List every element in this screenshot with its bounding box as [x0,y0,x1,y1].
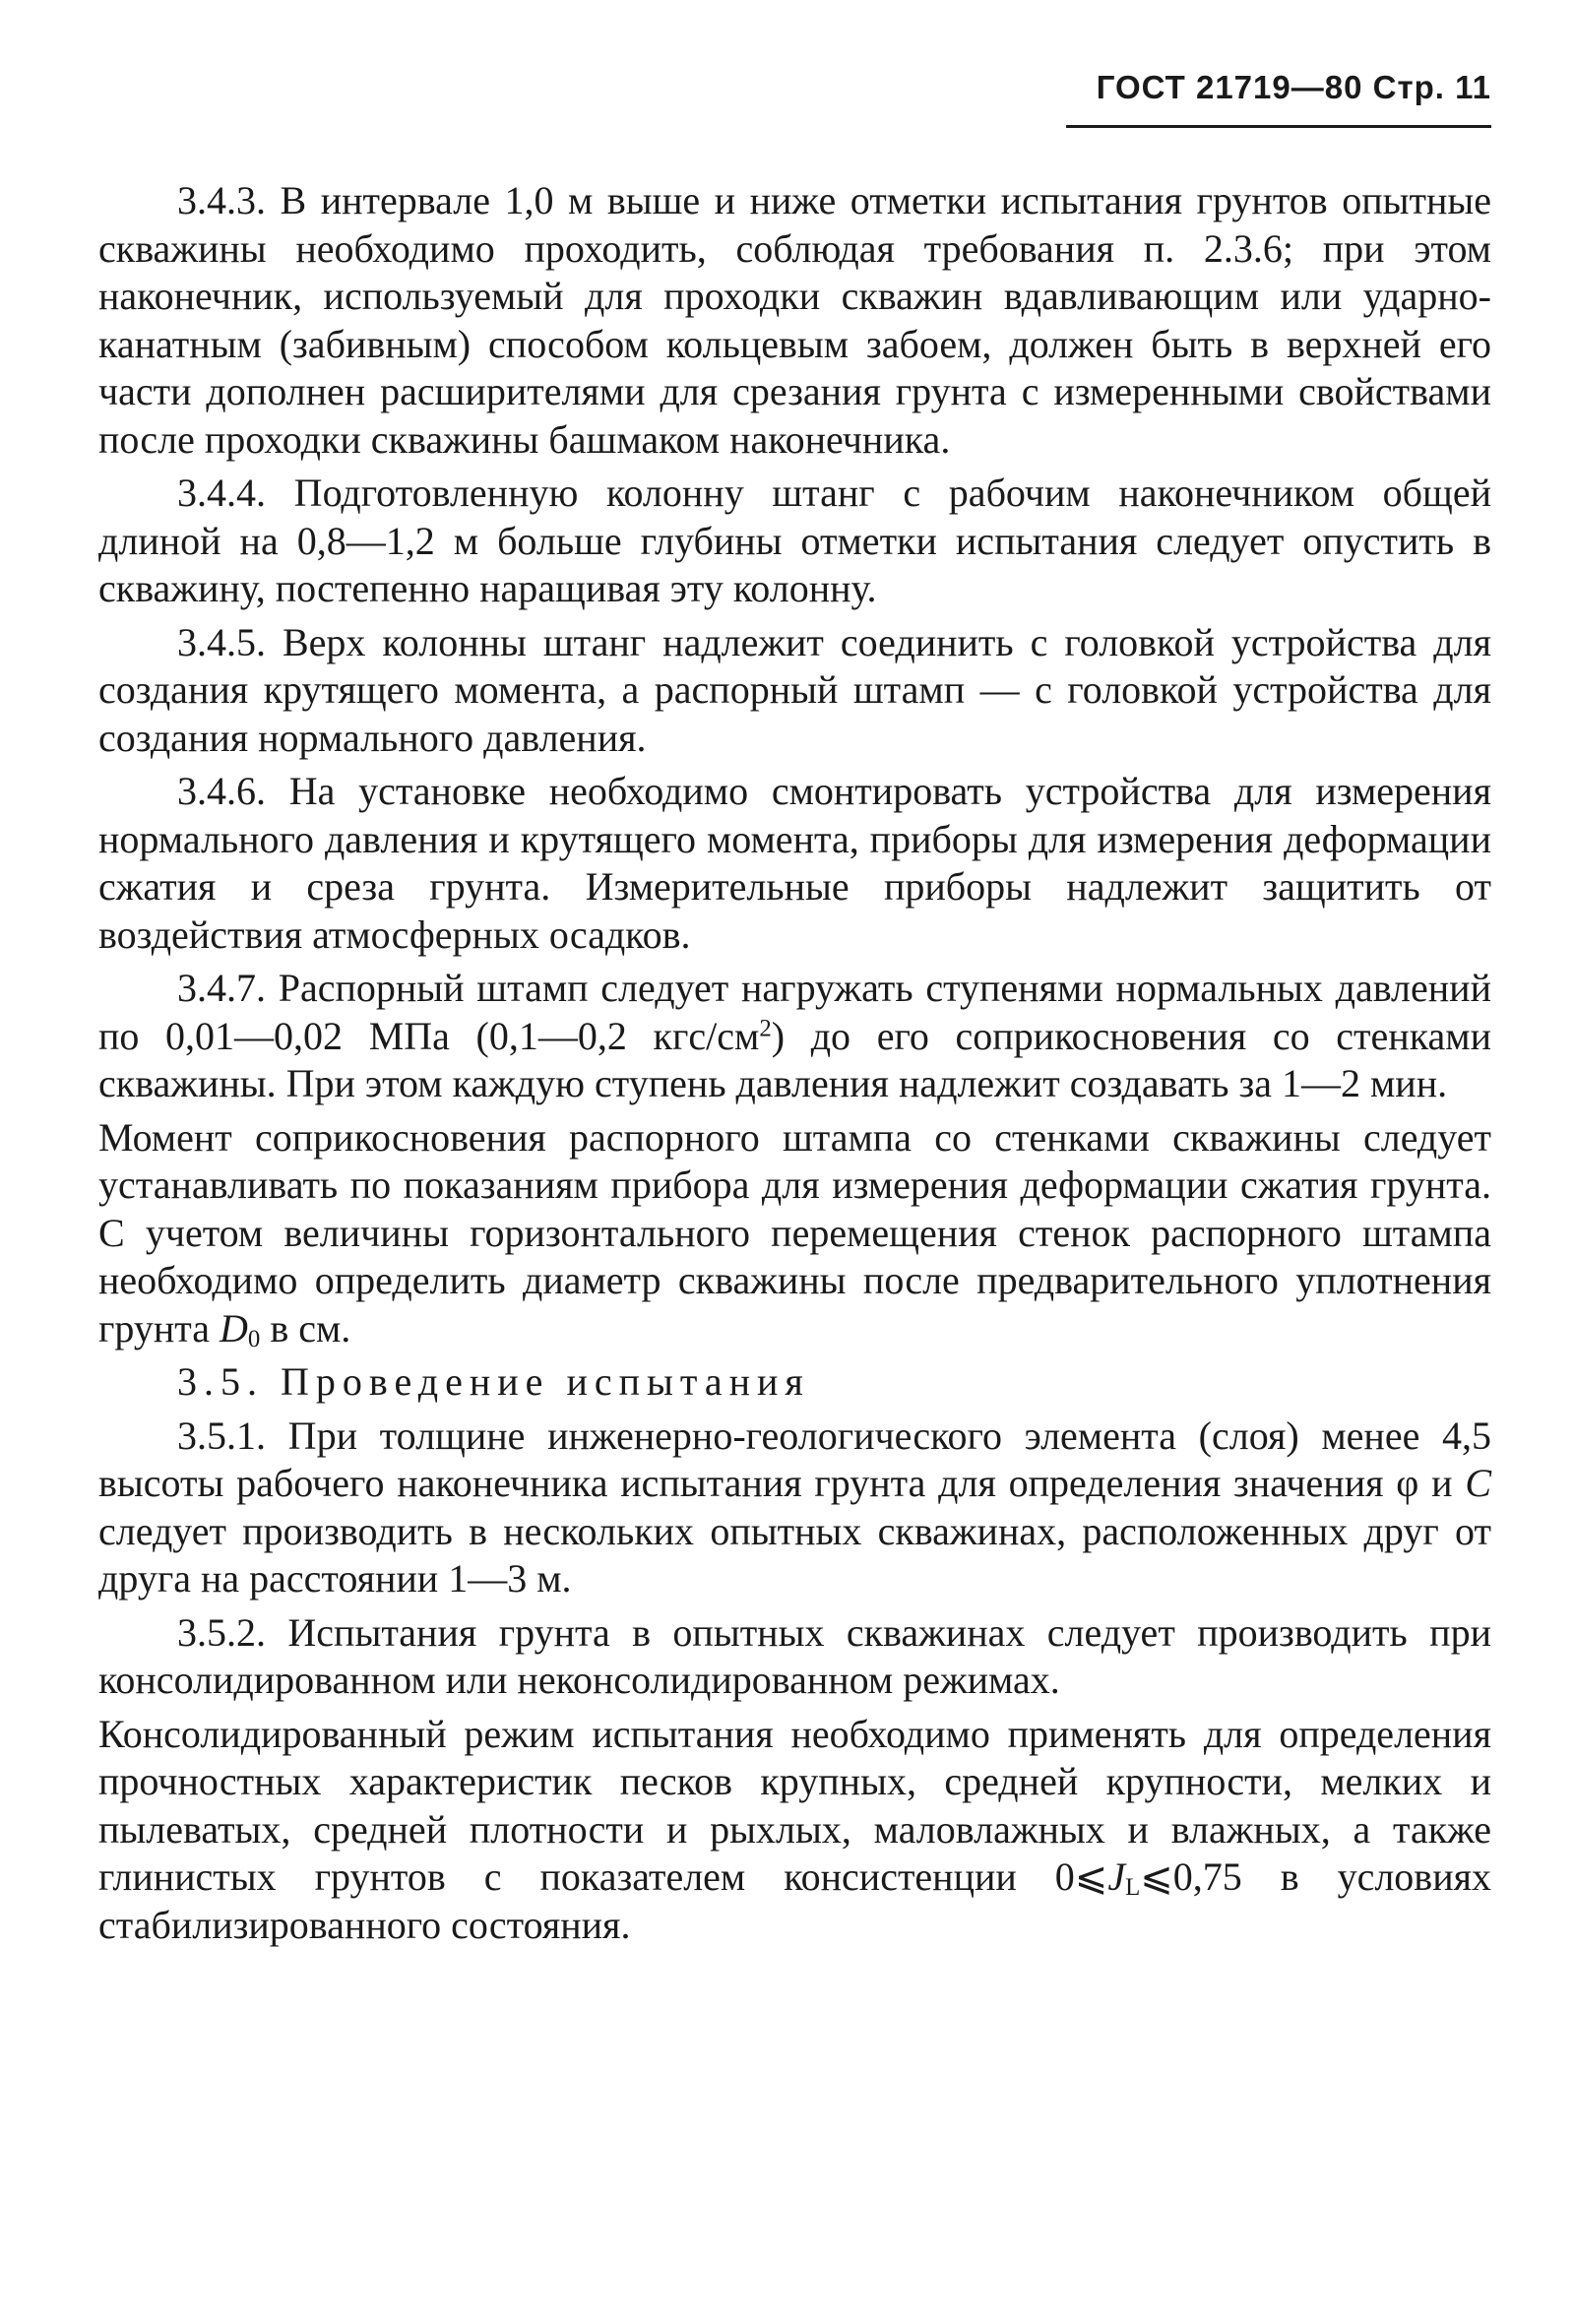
paragraph-contact-moment-text-end: в см. [260,1305,351,1350]
paragraph-3-4-7 [98,965,1491,1108]
subscript-l: L [1125,1873,1141,1901]
body-text [98,177,1491,1949]
paragraph-3-5-1 [98,1413,1491,1603]
paragraph-3-4-5: 3.4.5. Верх колонны штанг надлежит соединить с головкой устройства для создания крутящего момента, а распорный штамп — с головкой устройства для создания нормального давления. [98,619,1491,760]
paragraph-3-5-2: 3.5.2. Испытания грунта в опытных скважинах следует производить при консолидированном или неконсолидированном режимах. [98,1609,1491,1702]
paragraph-consolidated-mode [98,1711,1491,1950]
paragraph-3-4-6: 3.4.6. На установке необходимо смонтировать устройства для измерения нормального давления и крутящего момента, приборы для измерения деформации сжатия и среза грунта. Измерительные приборы надлежит защитить от воздействия атмосферных осадков. [98,769,1491,957]
running-header: ГОСТ 21719—80 Стр. 11 [1096,69,1491,105]
paragraph-3-4-3: 3.4.3. В интервале 1,0 м выше и ниже отметки испытания грунтов опытные скважины необходимо проходить, соблюдая требования п. 2.3.6; при этом наконечник, используемый для проходки скважин вдавливающим или ударно-канатным (забивным) способом кольцевым забоем, должен быть в верхней его части дополнен расширителями для срезания грунта с измеренными свойствами после проходки скважины башмаком наконечника. [98,178,1491,462]
paragraph-consolidated-mode-text-start: Консолидированный режим испытания необходимо применять для определения прочностных характеристик песков крупных, средней крупности, мелких и пылеватых, средней плотности и рыхлых, маловлажных и влажных, а также глинистых грунтов с показателем консистенции 0⩽ [98,1711,1491,1899]
paragraph-3-4-7-text-end: ) до его соприкосновения со стенками скважины. При этом каждую ступень давления надлежит создавать за 1—2 мин. [98,1013,1491,1105]
paragraph-3-5-1-text-mid: и [1418,1461,1466,1505]
paragraph-consolidated-mode-text-end: ⩽0,75 в условиях стабилизированного состояния. [98,1854,1491,1947]
section-heading-text: 3.5. Проведение испытания [177,1359,810,1404]
paragraph-3-4-7-text-start: 3.4.7. Распорный штамп следует нагружать ступенями нормальных давлений по 0,01—0,02 МПа (0,1—0,2 кгс/см [98,966,1491,1058]
paragraph-contact-moment-text-start: Момент соприкосновения распорного штампа со стенками скважины следует устанавливать по показаниям прибора для измерения деформации сжатия грунта. С учетом величины горизонтального перемещения стенок распорного штампа необходимо определить диаметр скважины после предварительного уплотнения грунта [98,1114,1491,1350]
superscript-2: 2 [759,1014,772,1041]
header-rule [1066,125,1491,128]
paragraph-contact-moment [98,1114,1491,1353]
paragraph-3-5-1-text-end: следует производить в нескольких опытных скважинах, расположенных друг от друга на расстоянии 1—3 м. [98,1508,1491,1601]
variable-c: C [1465,1461,1492,1505]
variable-j: J [1107,1854,1126,1899]
paragraph-3-5-1-text-start: 3.5.1. При толщине инженерно-геологического элемента (слоя) менее 4,5 высоты рабочего наконечника испытания грунта для определения значения [98,1413,1491,1505]
symbol-phi: φ [1396,1461,1419,1505]
variable-d: D [220,1305,248,1350]
subscript-0: 0 [247,1325,261,1352]
section-heading-3-5 [98,1358,1491,1407]
paragraph-3-4-4: 3.4.4. Подготовленную колонну штанг с рабочим наконечником общей длиной на 0,8—1,2 м больше глубины отметки испытания следует опустить в скважину, постепенно наращивая эту колонну. [98,471,1491,610]
